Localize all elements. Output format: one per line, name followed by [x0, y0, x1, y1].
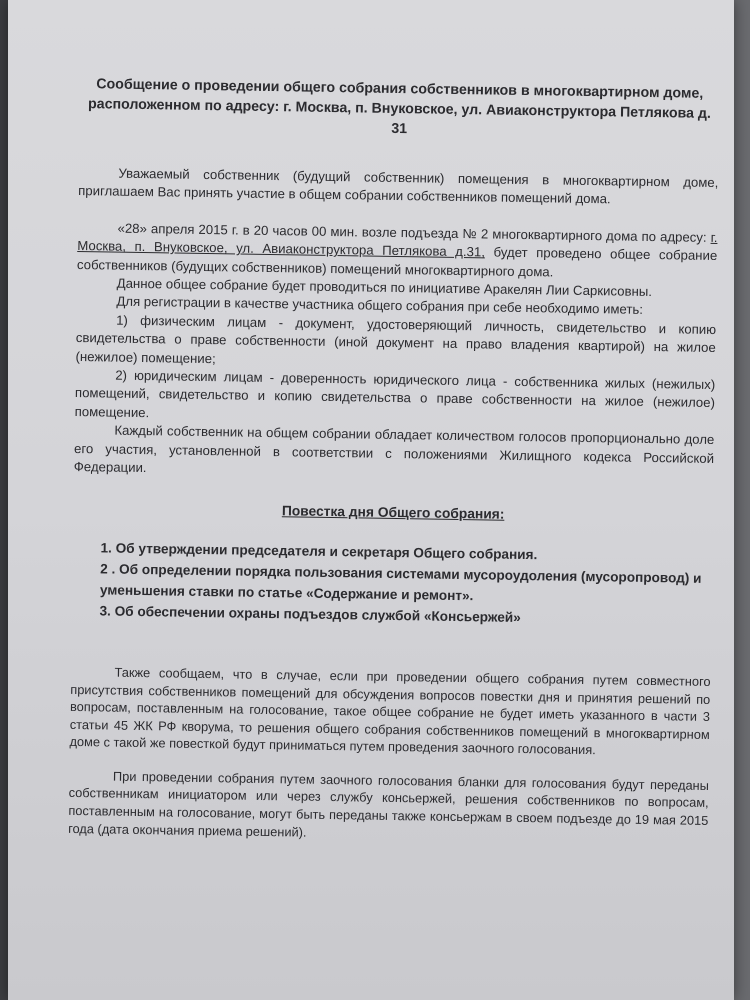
agenda-title: Повестка дня Общего собрания:	[281, 502, 505, 522]
agenda-item: 3. Об обеспечении охраны подъездов службой «Консьержей»	[99, 603, 521, 625]
intro-paragraph: Уважаемый собственник (будущий собственник) помещения в многоквартирном доме, приглашаем Вас принять участие в общем собрании собственников помещений дома.	[78, 165, 719, 207]
meeting-address: г. Москва, п. Внуковское, ул. Авиаконструктора Петлякова д.31,	[77, 229, 718, 260]
agenda-list	[71, 537, 712, 631]
document-title: Сообщение о проведении общего собрания собственников в многоквартирном доме, расположенном по адресу: г. Москва, п. Внуковское, ул. Авиаконструктора Петлякова д. 31	[87, 76, 712, 138]
closing-section	[68, 663, 711, 847]
agenda-item: 1. Об утверждении председателя и секретаря Общего собрания.	[100, 540, 538, 563]
meeting-date-text: «28» апреля 2015 г. в 20 часов 00 мин. возле подъезда № 2 многоквартирного дома по адресу:	[117, 220, 707, 245]
meeting-date-paragraph	[77, 219, 718, 284]
document-body	[68, 74, 720, 847]
registration-paragraph: Для регистрации в качестве участника общего собрания при себе необходимо иметь:	[116, 294, 644, 318]
initiator-paragraph: Данное общее собрание будет проводиться по инициативе Аракелян Лии Саркисовны.	[116, 275, 653, 300]
list-item-individuals: 1) физическим лицам - документ, удостоверяющий личность, свидетельство и копию свидетельства о праве собственности (иной документ на право владения квартирой) на жилое (нежилое) помещение;	[75, 312, 717, 366]
agenda-item: 2 . Об определении порядка пользования системами мусороудоления (мусоропровод) и уменьшения ставки по статье «Содержание и ремонт».	[99, 561, 702, 604]
paper-sheet	[8, 0, 734, 1000]
absentee-voting-paragraph: При проведении собрания путем заочного голосования бланки для голосования будут переданы собственникам инициатором или через службу консьержей, решения собственников по вопросам, поставленным на голосование, могут быть переданы также консьержам в своем подъезде до 19 мая 2015 года (дата окончания приема решений).	[68, 768, 710, 840]
quorum-notice-paragraph: Также сообщаем, что в случае, если при проведении общего собрания путем совместного присутствия собственников помещений для обсуждения вопросов повестки дня и принятия решений по вопросам, поставленным на голосование, такое общее собрание не будет иметь указанного в части 3 статьи 45 ЖК РФ кворума, то решения общего собрания собственников помещений в многоквартирном доме с такой же повесткой будут приниматься путем проведения заочного голосования.	[69, 664, 711, 758]
list-item-legal-entities: 2) юридическим лицам - доверенность юридического лица - собственника жилых (нежилых) помещений, свидетельство и копию свидетельства о праве собственности на жилое (нежилое) помещение.	[74, 367, 716, 421]
meeting-date-text-end: будет проведено общее собрание собственников (будущих собственников) помещений многоквартирного дома.	[76, 244, 718, 280]
votes-paragraph: Каждый собственник на общем собрании обладает количеством голосов пропорционально доле его участия, установленной в соответствии с положениями Жилищного кодекса Российской Федерации.	[73, 422, 715, 476]
